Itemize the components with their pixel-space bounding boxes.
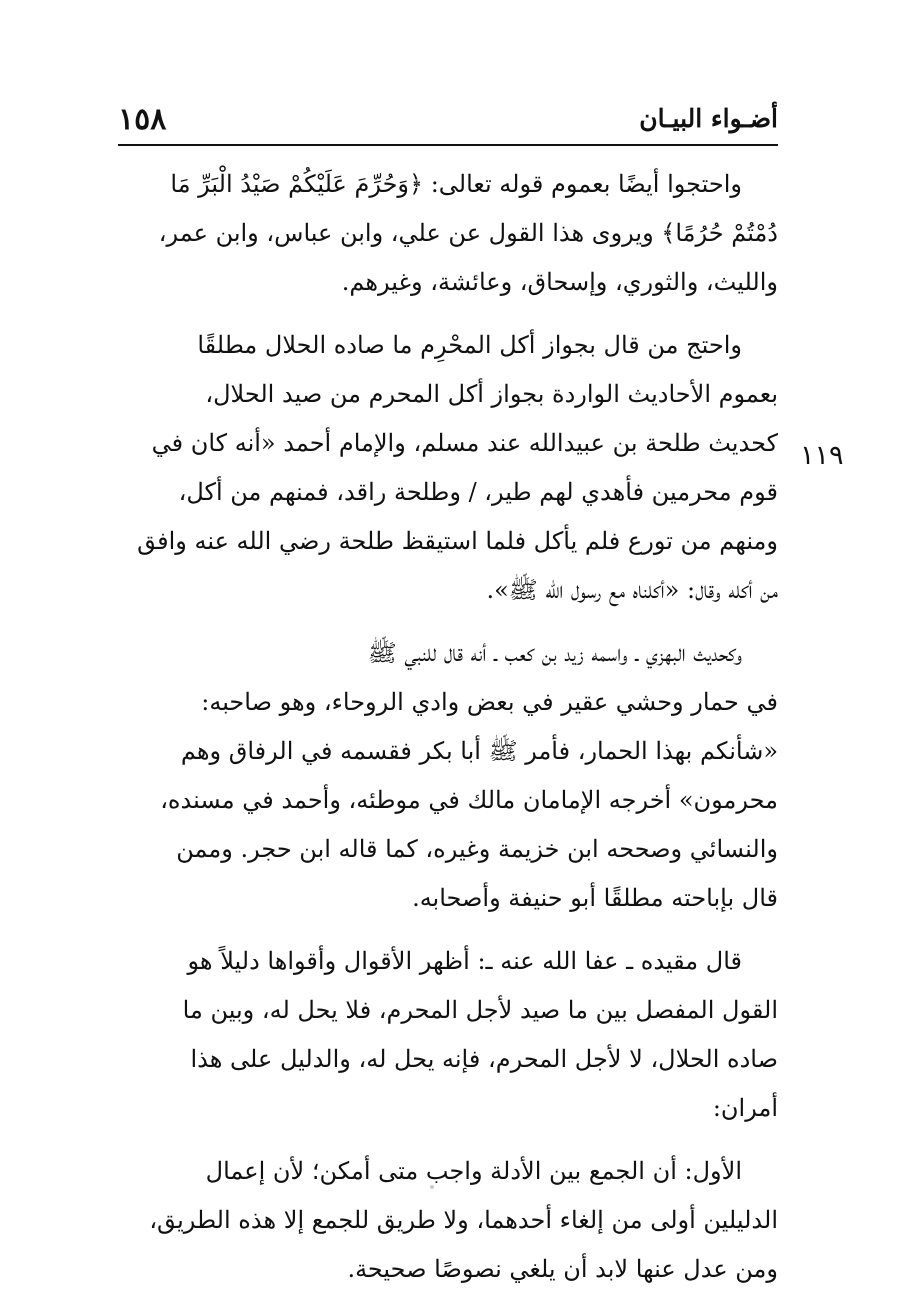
text-line: الدليلين أولى من إلغاء أحدهما، ولا طريق للجمع إلا هذه الطريق، (149, 1206, 778, 1234)
text-line: أمران: (712, 1094, 778, 1122)
text-line: القول المفصل بين ما صيد لأجل المحرم، فلا يحل له، وبين ما (182, 996, 778, 1024)
text-line: وكحديث البهزي ـ واسمه زيد بن كعب ـ أنه قال للنبي ﷺ (367, 639, 742, 667)
scan-speck (430, 1185, 434, 1189)
text-line: قال بإباحته مطلقًا أبو حنيفة وأصحابه. (412, 884, 778, 912)
text-line: بعموم الأحاديث الواردة بجواز أكل المحرم من صيد الحلال، (205, 380, 778, 408)
page-header (118, 100, 778, 146)
text-line: محرمون» أخرجه الإمامان مالك في موطئه، وأحمد في مسنده، (160, 786, 778, 814)
text-line: في حمار وحشي عقير في بعض وادي الروحاء، وهو صاحبه: (201, 688, 778, 716)
text-line: واحتج من قال بجواز أكل المحْرِم ما صاده الحلال مطلقًا (197, 331, 742, 359)
text-line: واحتجوا أيضًا بعموم قوله تعالى: ﴿وَحُرِّمَ عَلَيْكُمْ صَيْدُ الْبَرِّ مَا (170, 170, 742, 198)
header-rule (118, 144, 778, 146)
text-line: ومن عدل عنها لابد أن يلغي نصوصًا صحيحة. (347, 1255, 778, 1283)
text-line: ومنهم من تورع فلم يأكل فلما استيقظ طلحة رضي الله عنه وافق (137, 527, 778, 555)
text-line: دُمْتُمْ حُرُمًا﴾ ويروى هذا القول عن علي، وابن عباس، وابن عمر، (158, 219, 778, 247)
paragraph-5 (118, 1147, 778, 1294)
text-line: «شأنكم بهذا الحمار، فأمر ﷺ أبا بكر فقسمه في الرفاق وهم (180, 737, 778, 765)
running-title: أضـواء البيـان (639, 104, 778, 133)
page-number: ١٥٨ (118, 102, 167, 137)
paragraph-2 (118, 321, 778, 615)
text-line: صاده الحلال، لا لأجل المحرم، فإنه يحل له، والدليل على هذا (190, 1045, 778, 1073)
text-line: الأول: أن الجمع بين الأدلة واجب متى أمكن؛ لأن إعمال (205, 1157, 742, 1185)
paragraph-3 (118, 629, 778, 923)
text-line: والنسائي وصححه ابن خزيمة وغيره، كما قاله ابن حجر. وممن (176, 835, 778, 863)
text-line: من أكله وقال: «أكلناه مع رسول الله ﷺ». (486, 576, 778, 604)
margin-reference-number: ١١٩ (800, 440, 844, 471)
text-line: والليث، والثوري، وإسحاق، وعائشة، وغيرهم. (341, 268, 778, 296)
text-line: قال مقيده ـ عفا الله عنه ـ: أظهر الأقوال وأقواها دليلاً هو (187, 947, 742, 975)
paragraph-4 (118, 937, 778, 1133)
body-text (118, 160, 778, 1308)
text-line: قوم محرمين فأهدي لهم طير، / وطلحة راقد، فمنهم من أكل، (178, 478, 778, 506)
text-line: كحديث طلحة بن عبيدالله عند مسلم، والإمام أحمد «أنه كان في (151, 429, 778, 457)
paragraph-1 (118, 160, 778, 307)
